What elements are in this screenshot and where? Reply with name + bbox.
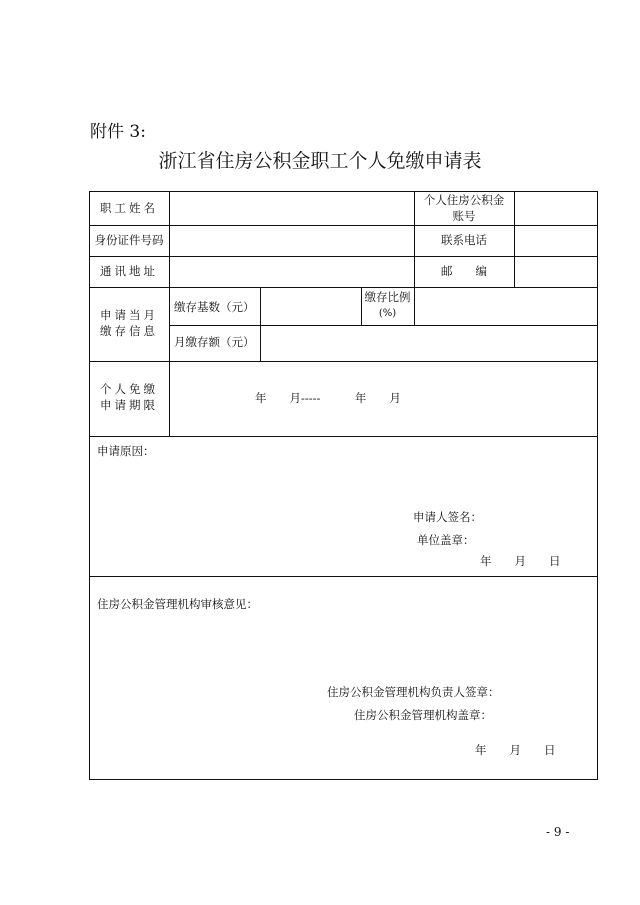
exemption-period-field[interactable]: 年 月----- 年 月 xyxy=(255,391,401,405)
column-divider xyxy=(260,287,261,361)
deposit-base-field[interactable] xyxy=(262,288,360,325)
institution-seal-label: 住房公积金管理机构盖章： xyxy=(354,708,492,722)
fund-account-label-line2: 账号 xyxy=(452,209,476,223)
applicant-signature-label: 申请人签名： xyxy=(413,510,482,524)
monthly-amount-label: 月缴存额（元） xyxy=(174,335,255,349)
address-label: 通讯地址 xyxy=(100,264,158,278)
deposit-base-label: 缴存基数（元） xyxy=(174,300,255,314)
deposit-ratio-label-line1: 缴存比例 xyxy=(364,290,411,304)
employee-name-field[interactable] xyxy=(170,192,414,225)
phone-label: 联系电话 xyxy=(441,233,487,247)
row-divider xyxy=(89,361,598,362)
deposit-ratio-field[interactable] xyxy=(415,288,597,325)
monthly-amount-field[interactable] xyxy=(262,326,597,361)
row-divider xyxy=(89,436,598,437)
deposit-info-label-line2: 缴存信息 xyxy=(100,324,158,338)
reason-label: 申请原因： xyxy=(97,444,155,458)
row-divider xyxy=(89,576,598,577)
reason-field[interactable] xyxy=(97,463,587,513)
review-date: 年 月 日 xyxy=(475,743,556,757)
attachment-label: 附件 3: xyxy=(90,122,146,142)
exemption-period-label-line2: 申请期限 xyxy=(100,398,158,412)
fund-account-field[interactable] xyxy=(515,192,597,225)
id-number-label: 身份证件号码 xyxy=(94,233,164,247)
application-form-table xyxy=(89,191,598,780)
page-number: - 9 - xyxy=(546,825,570,839)
responsible-person-signature-label: 住房公积金管理机构负责人签章： xyxy=(327,685,500,699)
deposit-info-label-line1: 申请当月 xyxy=(100,308,158,322)
fund-account-label-line1: 个人住房公积金 xyxy=(423,193,505,207)
address-field[interactable] xyxy=(170,257,414,287)
exemption-period-label-line1: 个人免缴 xyxy=(100,382,158,396)
id-number-field[interactable] xyxy=(170,226,414,256)
form-title: 浙江省住房公积金职工个人免缴申请表 xyxy=(158,150,482,172)
review-opinion-label: 住房公积金管理机构审核意见： xyxy=(97,597,258,611)
postcode-label: 邮 编 xyxy=(441,264,487,278)
employee-name-label: 职工姓名 xyxy=(100,201,158,215)
review-opinion-field[interactable] xyxy=(97,616,587,676)
deposit-ratio-label-line2: (%) xyxy=(378,308,397,319)
applicant-date: 年 月 日 xyxy=(480,554,561,568)
unit-seal-label: 单位盖章： xyxy=(417,533,475,547)
postcode-field[interactable] xyxy=(515,257,597,287)
phone-field[interactable] xyxy=(515,226,597,256)
